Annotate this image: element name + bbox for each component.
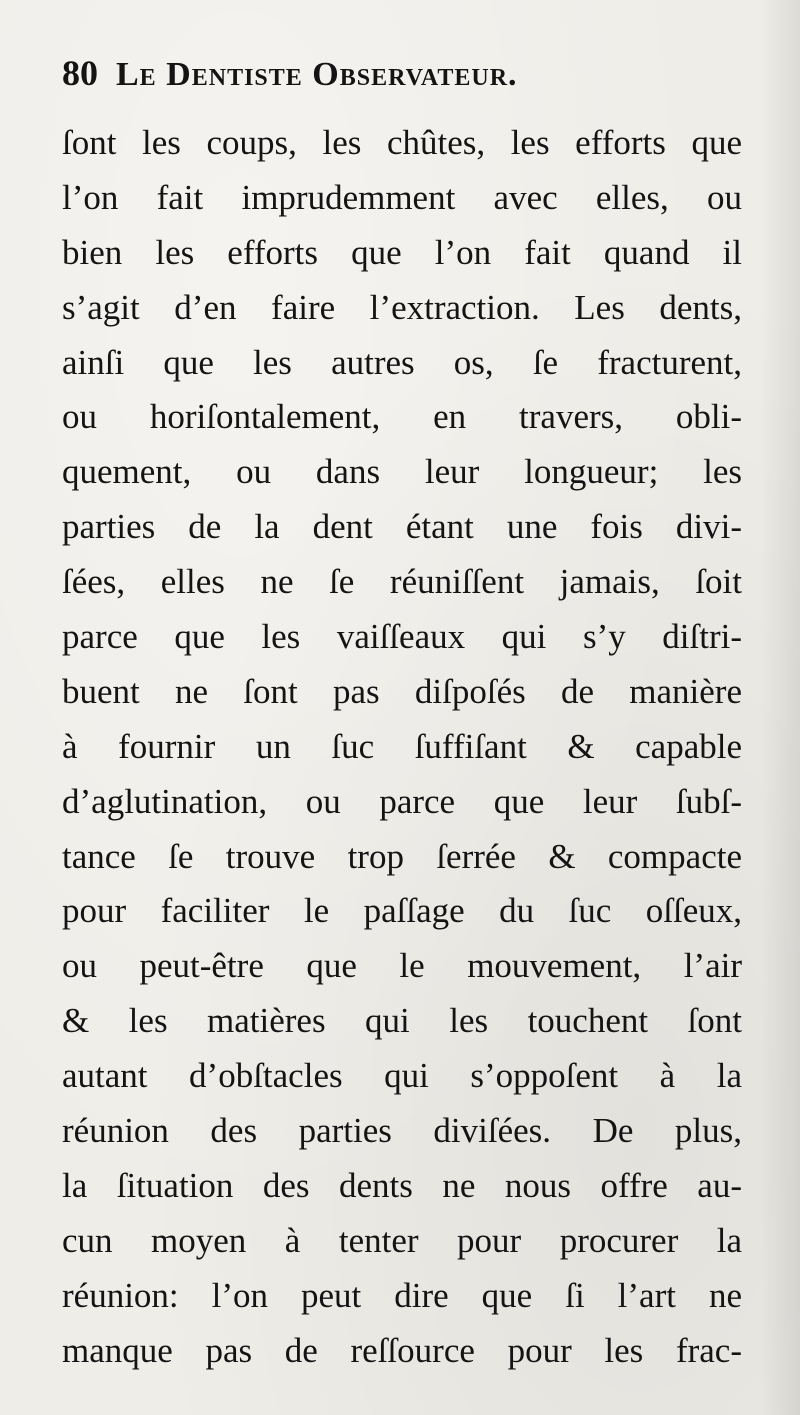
text-line: & les matières qui les touchent ſont bbox=[62, 1001, 742, 1041]
body-text bbox=[62, 116, 742, 1378]
page-header bbox=[62, 52, 742, 98]
text-line: la ſituation des dents ne nous offre au- bbox=[62, 1165, 742, 1205]
text-line: à fournir un ſuc ſuffiſant & capable bbox=[62, 726, 742, 766]
text-line: s’agit d’en faire l’extraction. Les dents, bbox=[62, 287, 742, 327]
text-line: réunion des parties diviſées. De plus, bbox=[62, 1111, 742, 1151]
text-line: tance ſe trouve trop ſerrée & compacte bbox=[62, 836, 742, 876]
text-line: l’on fait imprudemment avec elles, ou bbox=[62, 177, 742, 217]
text-line: ou horiſontalement, en travers, obli- bbox=[62, 397, 742, 437]
page-number: 80 bbox=[62, 53, 98, 93]
text-line: ou peut-être que le mouvement, l’air bbox=[62, 946, 742, 986]
text-line: parce que les vaiſſeaux qui s’y diſtri- bbox=[62, 617, 742, 657]
text-line: ſées, elles ne ſe réuniſſent jamais, ſoit bbox=[62, 562, 742, 602]
text-line: bien les efforts que l’on fait quand il bbox=[62, 232, 742, 272]
text-line: parties de la dent étant une fois divi- bbox=[62, 507, 742, 547]
text-line: manque pas de reſſource pour les frac- bbox=[62, 1330, 742, 1370]
text-line: quement, ou dans leur longueur; les bbox=[62, 452, 742, 492]
text-line: autant d’obſtacles qui s’oppoſent à la bbox=[62, 1056, 742, 1096]
text-line: cun moyen à tenter pour procurer la bbox=[62, 1220, 742, 1260]
text-line: ſont les coups, les chûtes, les efforts que bbox=[62, 123, 742, 162]
text-line: d’aglutination, ou parce que leur ſubſ- bbox=[62, 781, 742, 821]
running-title: Le Dentiste Observateur. bbox=[116, 56, 518, 93]
text-line: réunion: l’on peut dire que ſi l’art ne bbox=[62, 1275, 742, 1315]
page-edge-shadow bbox=[760, 0, 800, 1415]
text-line: ainſi que les autres os, ſe fracturent, bbox=[62, 342, 742, 382]
text-line: buent ne ſont pas diſpoſés de manière bbox=[62, 671, 742, 711]
text-line: pour faciliter le paſſage du ſuc oſſeux, bbox=[62, 891, 742, 931]
